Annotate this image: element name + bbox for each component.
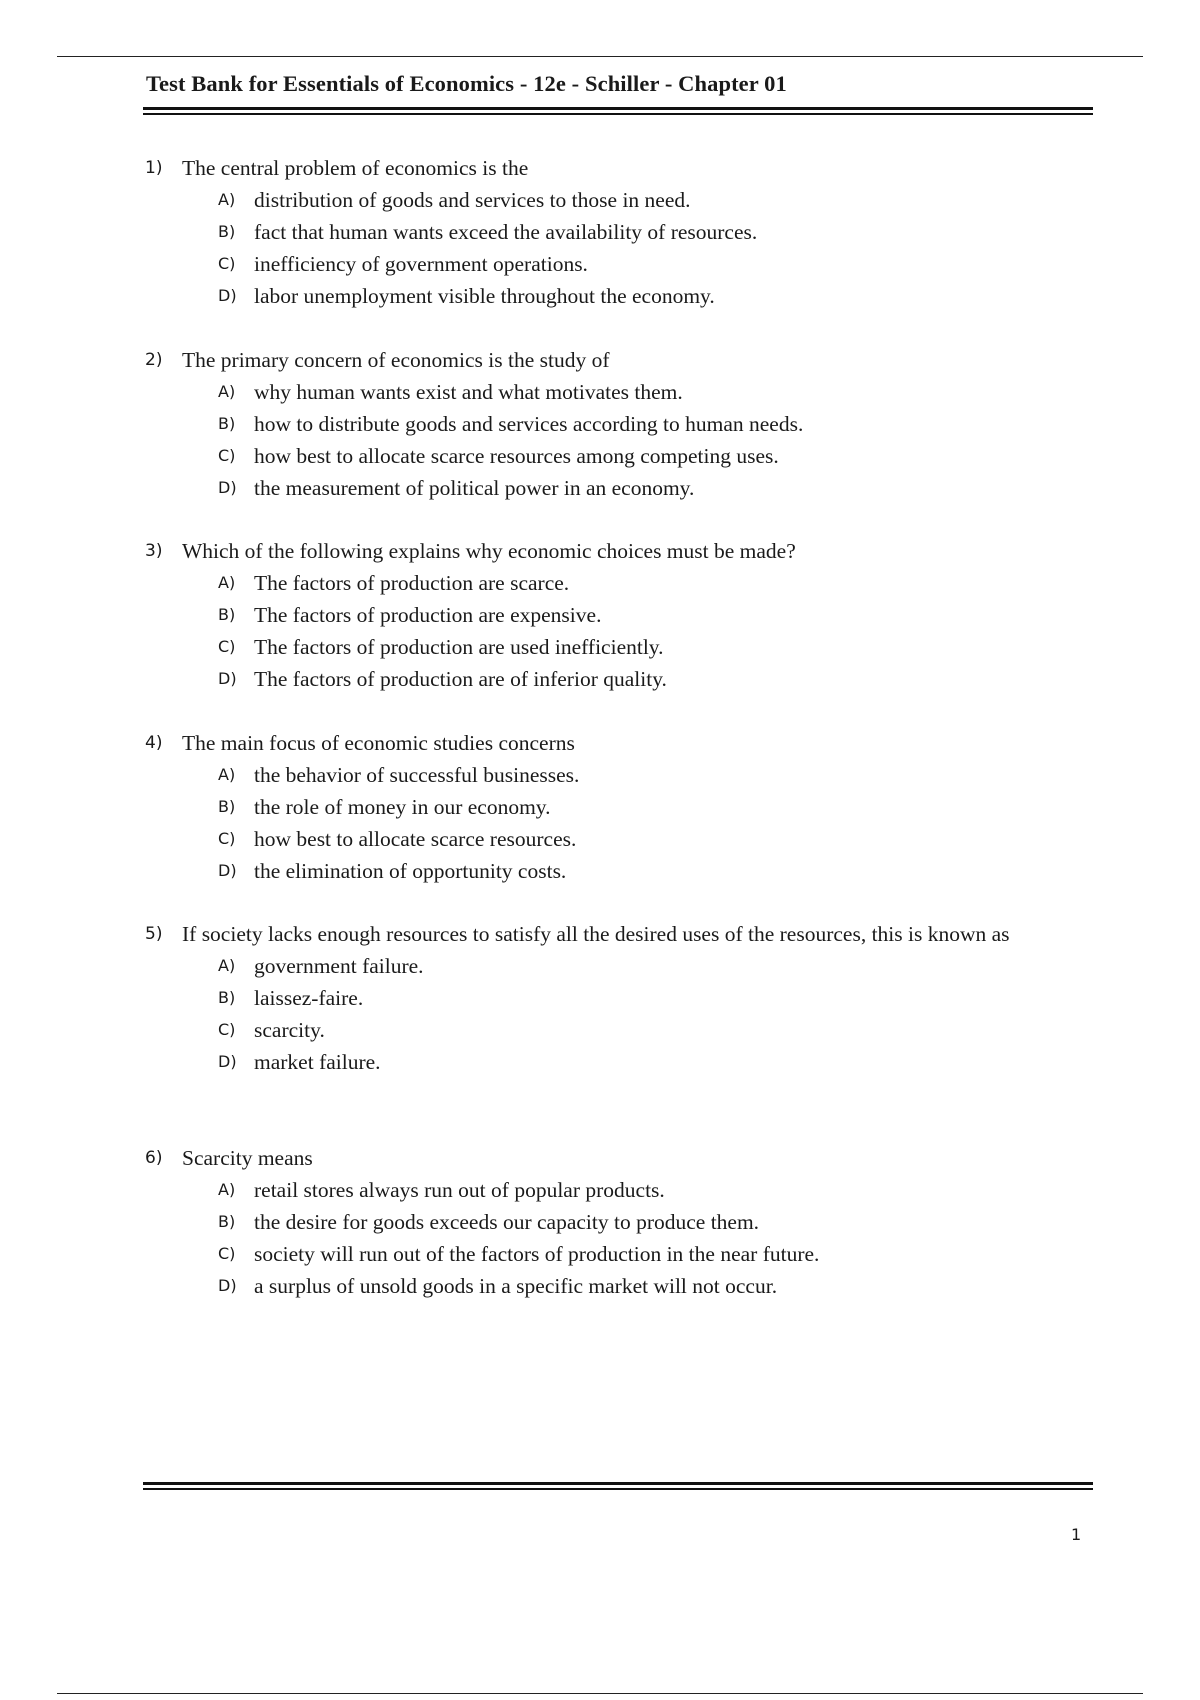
choice-text: how best to allocate scarce resources. <box>254 827 577 851</box>
choice-text: The factors of production are expensive. <box>254 603 602 627</box>
choice-letter: D) <box>218 478 237 497</box>
choice-a <box>145 376 1095 408</box>
choice-letter: B) <box>218 1212 236 1231</box>
choice-text: The factors of production are scarce. <box>254 571 570 595</box>
document-title: Test Bank for Essentials of Economics - 12e - Schiller - Chapter 01 <box>146 71 787 96</box>
choice-letter: A) <box>218 190 236 209</box>
choice-a <box>145 567 1095 599</box>
choice-c <box>145 1014 1095 1046</box>
choice-letter: B) <box>218 222 236 241</box>
question-text: Scarcity means <box>182 1146 313 1170</box>
choice-d <box>145 1046 1095 1078</box>
question-stem <box>145 1142 1095 1174</box>
question-text: The primary concern of economics is the study of <box>182 348 610 372</box>
choice-text: how to distribute goods and services according to human needs. <box>254 412 804 436</box>
question-2 <box>145 344 1095 504</box>
choice-letter: D) <box>218 1052 237 1071</box>
choice-c <box>145 1238 1095 1270</box>
choice-text: the role of money in our economy. <box>254 795 551 819</box>
page-bottom-border <box>57 1693 1143 1694</box>
choice-letter: C) <box>218 829 236 848</box>
question-stem <box>145 344 1095 376</box>
choice-text: distribution of goods and services to those in need. <box>254 188 691 212</box>
choice-letter: C) <box>218 254 236 273</box>
question-number: 1) <box>145 158 163 178</box>
choice-letter: A) <box>218 382 236 401</box>
choice-letter: B) <box>218 797 236 816</box>
choice-d <box>145 472 1095 504</box>
question-number: 3) <box>145 541 163 561</box>
choice-c <box>145 823 1095 855</box>
question-number: 5) <box>145 924 163 944</box>
choice-a <box>145 759 1095 791</box>
question-text: If society lacks enough resources to satisfy all the desired uses of the resources, this is known as <box>182 922 1010 946</box>
choice-text: the measurement of political power in an economy. <box>254 476 695 500</box>
header-double-rule <box>143 107 1093 116</box>
question-3 <box>145 535 1095 695</box>
choice-text: The factors of production are of inferior quality. <box>254 667 667 691</box>
choice-letter: A) <box>218 573 236 592</box>
choice-letter: A) <box>218 765 236 784</box>
choice-text: labor unemployment visible throughout the economy. <box>254 284 715 308</box>
choice-letter: B) <box>218 414 236 433</box>
choice-b <box>145 982 1095 1014</box>
footer-rule-thick <box>143 1482 1093 1485</box>
question-stem <box>145 918 1095 950</box>
choice-letter: C) <box>218 1020 236 1039</box>
choice-text: fact that human wants exceed the availability of resources. <box>254 220 758 244</box>
question-1 <box>145 152 1095 312</box>
choice-a <box>145 184 1095 216</box>
choice-d <box>145 855 1095 887</box>
choice-letter: D) <box>218 286 237 305</box>
choice-d <box>145 1270 1095 1302</box>
choice-text: The factors of production are used inefficiently. <box>254 635 664 659</box>
choice-b <box>145 599 1095 631</box>
question-4 <box>145 727 1095 887</box>
choice-b <box>145 408 1095 440</box>
choice-text: government failure. <box>254 954 424 978</box>
choice-text: laissez-faire. <box>254 986 364 1010</box>
choice-letter: A) <box>218 1180 236 1199</box>
page-number: 1 <box>1071 1525 1082 1544</box>
choice-text: market failure. <box>254 1050 381 1074</box>
choice-letter: B) <box>218 988 236 1007</box>
footer-rule-thin <box>143 1488 1093 1490</box>
choice-text: why human wants exist and what motivates them. <box>254 380 683 404</box>
choice-b <box>145 216 1095 248</box>
choice-letter: D) <box>218 669 237 688</box>
choice-text: scarcity. <box>254 1018 325 1042</box>
question-stem <box>145 152 1095 184</box>
choice-letter: D) <box>218 1276 237 1295</box>
question-number: 2) <box>145 350 163 370</box>
choice-letter: D) <box>218 861 237 880</box>
choice-d <box>145 663 1095 695</box>
choice-b <box>145 791 1095 823</box>
question-6 <box>145 1142 1095 1302</box>
choice-text: a surplus of unsold goods in a specific market will not occur. <box>254 1274 778 1298</box>
question-stem <box>145 535 1095 567</box>
question-text: The main focus of economic studies concerns <box>182 731 575 755</box>
choice-d <box>145 280 1095 312</box>
question-stem <box>145 727 1095 759</box>
choice-letter: C) <box>218 446 236 465</box>
question-number: 6) <box>145 1148 163 1168</box>
choice-c <box>145 631 1095 663</box>
choice-a <box>145 1174 1095 1206</box>
footer-double-rule <box>143 1482 1093 1491</box>
choice-letter: A) <box>218 956 236 975</box>
question-text: The central problem of economics is the <box>182 156 529 180</box>
choice-a <box>145 950 1095 982</box>
header-rule-thin <box>143 113 1093 115</box>
question-text: Which of the following explains why economic choices must be made? <box>182 539 796 563</box>
choice-text: the elimination of opportunity costs. <box>254 859 567 883</box>
choice-text: retail stores always run out of popular products. <box>254 1178 665 1202</box>
question-number: 4) <box>145 733 163 753</box>
choice-text: inefficiency of government operations. <box>254 252 588 276</box>
choice-letter: C) <box>218 637 236 656</box>
page-top-border <box>57 56 1143 57</box>
question-5 <box>145 918 1095 1078</box>
choice-text: the behavior of successful businesses. <box>254 763 580 787</box>
choice-c <box>145 248 1095 280</box>
choice-letter: B) <box>218 605 236 624</box>
choice-c <box>145 440 1095 472</box>
choice-letter: C) <box>218 1244 236 1263</box>
choice-text: the desire for goods exceeds our capacity to produce them. <box>254 1210 760 1234</box>
choice-text: society will run out of the factors of production in the near future. <box>254 1242 820 1266</box>
header-rule-thick <box>143 107 1093 110</box>
choice-text: how best to allocate scarce resources among competing uses. <box>254 444 779 468</box>
choice-b <box>145 1206 1095 1238</box>
